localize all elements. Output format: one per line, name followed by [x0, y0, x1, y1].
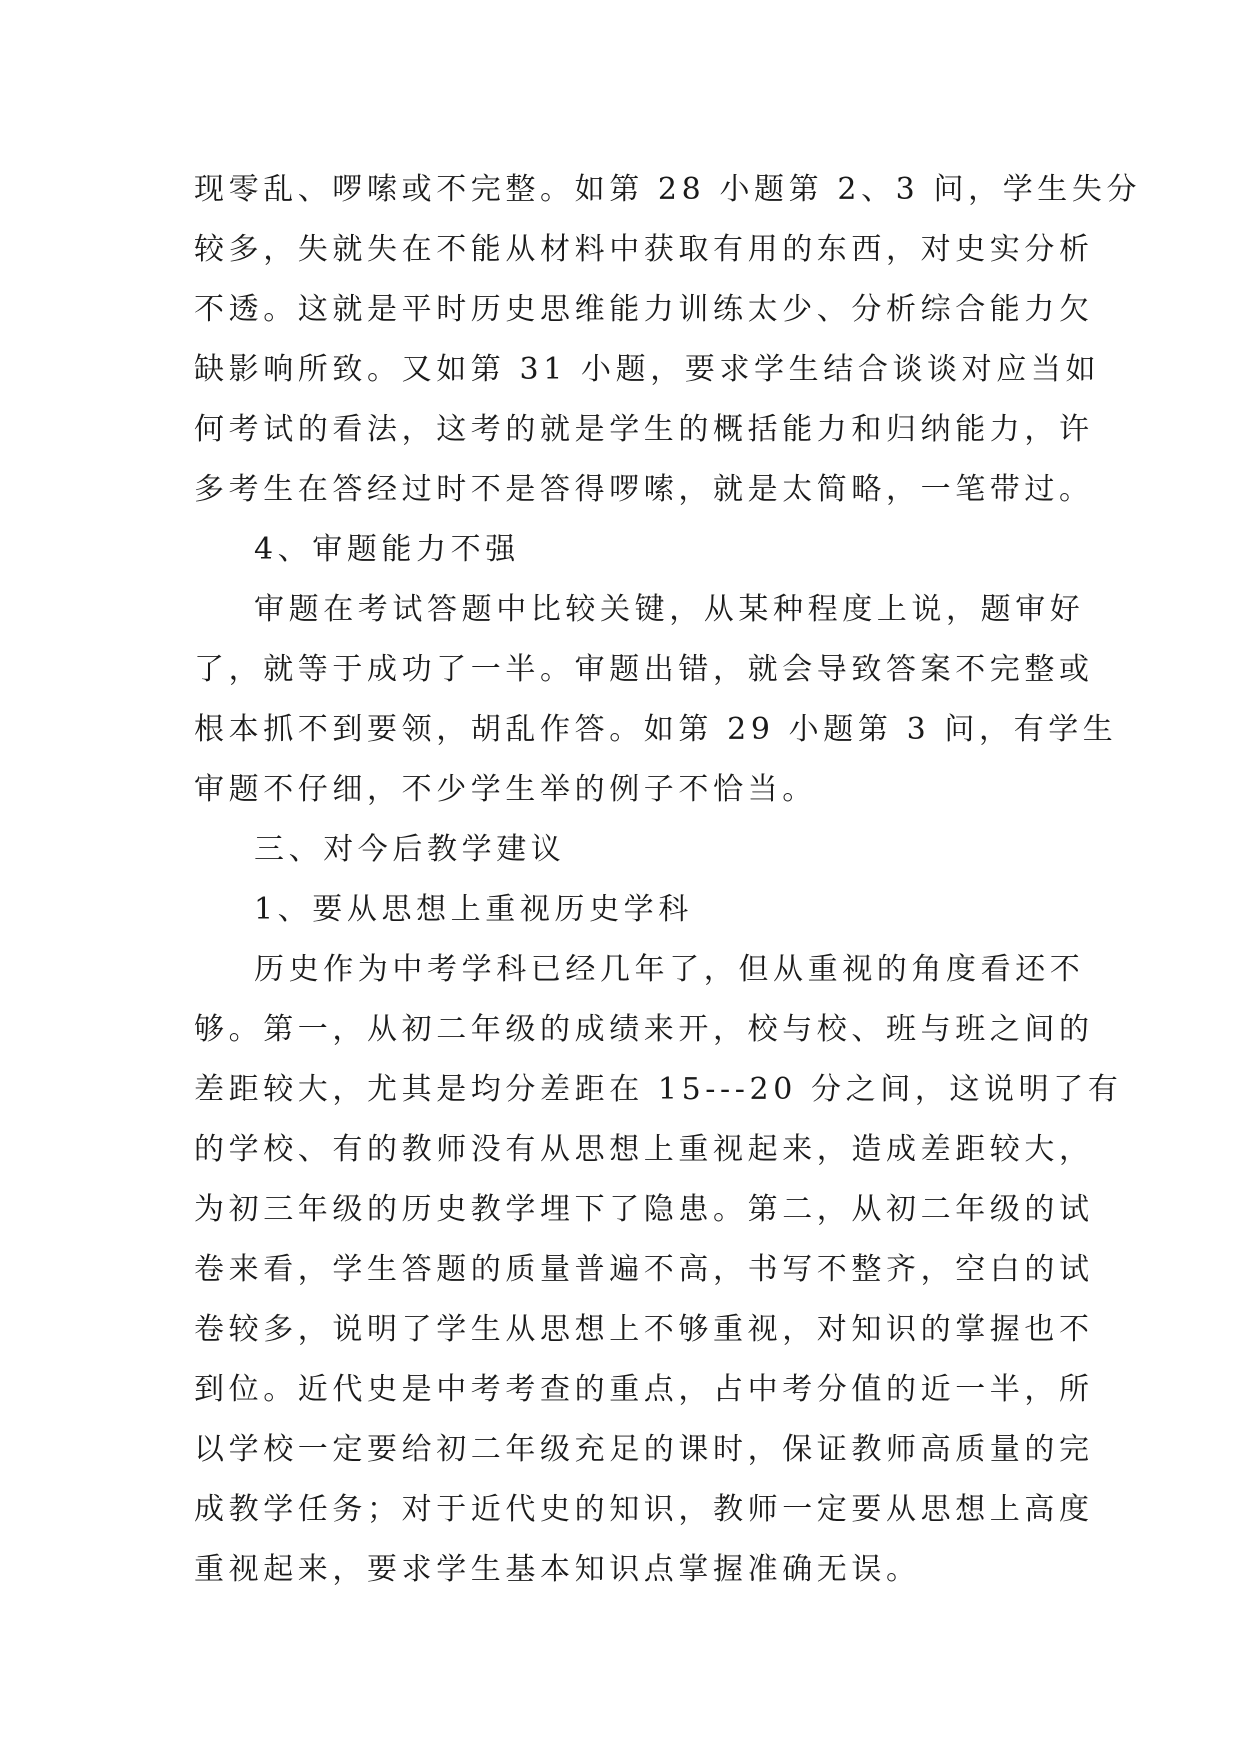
body-text-line: 根本抓不到要领，胡乱作答。如第 29 小题第 3 问，有学生	[194, 712, 1118, 747]
section-heading: 三、对今后教学建议	[254, 832, 566, 867]
body-text-line: 重视起来，要求学生基本知识点掌握准确无误。	[194, 1552, 921, 1587]
body-text-line: 卷较多，说明了学生从思想上不够重视，对知识的掌握也不	[194, 1312, 1094, 1347]
body-text-line: 差距较大，尤其是均分差距在 15---20 分之间，这说明了有	[194, 1072, 1123, 1107]
body-text-line: 何考试的看法，这考的就是学生的概括能力和归纳能力，许	[194, 412, 1094, 447]
document-body	[194, 160, 1142, 1600]
paragraph-first-line: 审题在考试答题中比较关键，从某种程度上说，题审好	[254, 592, 1085, 627]
body-text-line: 的学校、有的教师没有从思想上重视起来，造成差距较大，	[194, 1132, 1094, 1167]
body-text-line: 较多，失就失在不能从材料中获取有用的东西，对史实分析	[194, 232, 1094, 267]
paragraph-first-line: 历史作为中考学科已经几年了，但从重视的角度看还不	[254, 952, 1085, 987]
body-text-line: 审题不仔细，不少学生举的例子不恰当。	[194, 772, 817, 807]
body-text-line: 够。第一，从初二年级的成绩来开，校与校、班与班之间的	[194, 1012, 1094, 1047]
body-text-line: 多考生在答经过时不是答得啰嗦，就是太简略，一笔带过。	[194, 472, 1094, 507]
subsection-heading: 1、要从思想上重视历史学科	[254, 892, 693, 927]
section-heading: 4、审题能力不强	[254, 532, 520, 567]
body-text-line: 到位。近代史是中考考查的重点，占中考分值的近一半，所	[194, 1372, 1094, 1407]
body-text-line: 缺影响所致。又如第 31 小题，要求学生结合谈谈对应当如	[194, 352, 1101, 387]
body-text-line: 为初三年级的历史教学埋下了隐患。第二，从初二年级的试	[194, 1192, 1094, 1227]
body-text-line: 以学校一定要给初二年级充足的课时，保证教师高质量的完	[194, 1432, 1094, 1467]
body-text-line: 现零乱、啰嗦或不完整。如第 28 小题第 2、3 问，学生失分	[194, 172, 1142, 207]
body-text-line: 不透。这就是平时历史思维能力训练太少、分析综合能力欠	[194, 292, 1094, 327]
body-text-line: 了，就等于成功了一半。审题出错，就会导致答案不完整或	[194, 652, 1094, 687]
body-text-line: 卷来看，学生答题的质量普遍不高，书写不整齐，空白的试	[194, 1252, 1094, 1287]
body-text-line: 成教学任务；对于近代史的知识，教师一定要从思想上高度	[194, 1492, 1094, 1527]
